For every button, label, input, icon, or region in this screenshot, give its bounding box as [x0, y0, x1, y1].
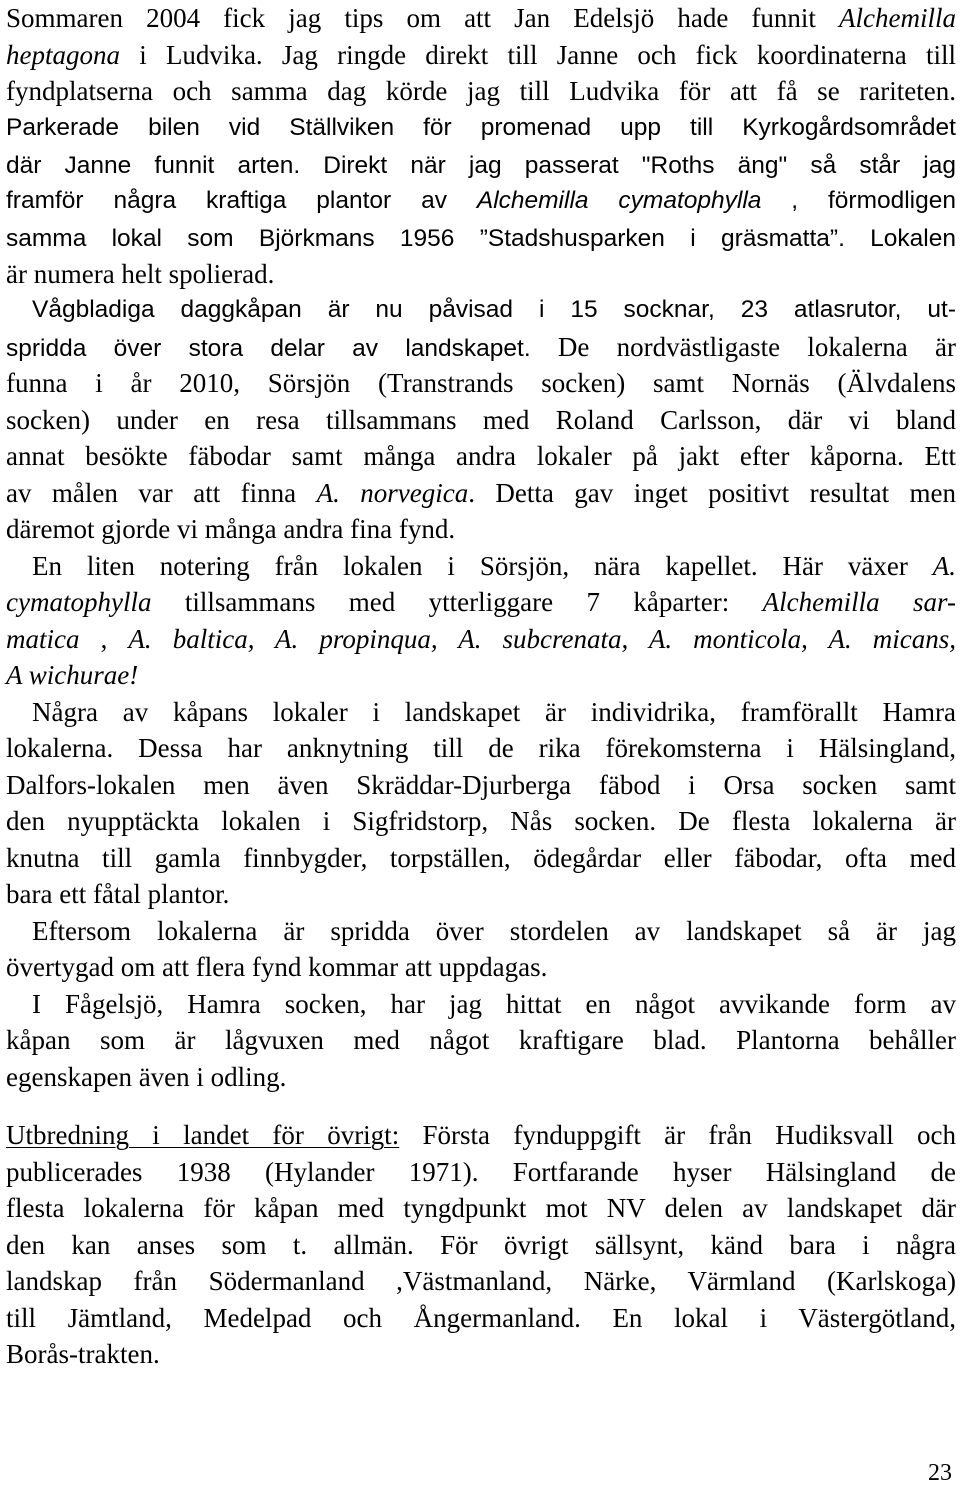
text-line: den kan anses som t. allmän. För övrigt sällsynt, känd bara i några [6, 1229, 956, 1260]
paragraph-start-line: I Fågelsjö, Hamra socken, har jag hittat en något avvikande form av [32, 988, 956, 1019]
text-line: socken) under en resa tillsammans med Roland Carlsson, där vi bland [6, 404, 956, 435]
text-line: heptagona i Ludvika. Jag ringde direkt till Janne och fick koordinaterna till [6, 39, 956, 70]
text-line: bara ett fåtal plantor. [6, 879, 230, 909]
text-line: av målen var att finna A. norvegica. Detta gav inget positivt resultat men [6, 477, 956, 508]
section-heading: Utbredning i landet för övrigt: [6, 1120, 400, 1150]
paragraph-start-line: En liten notering från lokalen i Sörsjön, nära kapellet. Här växer A. [32, 550, 956, 581]
text-line: Parkerade bilen vid Ställviken för promenad upp till Kyrkogårdsområdet [6, 113, 956, 141]
text-line: lokalerna. Dessa har anknytning till de rika förekomsterna i Hälsingland, [6, 733, 956, 763]
text-line: där Janne funnit arten. Direkt när jag passerat "Roths äng" så står jag [6, 152, 956, 179]
text-line: kåpan som är lågvuxen med något kraftigare blad. Plantorna behåller [6, 1025, 956, 1055]
text-line: cymatophylla tillsammans med ytterliggare 7 kåparter: Alchemilla sar- [6, 587, 956, 617]
text-line: publicerades 1938 (Hylander 1971). Fortfarande hyser Hälsingland de [6, 1156, 956, 1187]
text-line: egenskapen även i odling. [6, 1061, 287, 1092]
text-line: fyndplatserna och samma dag körde jag till Ludvika för att få se rariteten. [6, 76, 956, 106]
text-line: däremot gjorde vi många andra fina fynd. [6, 514, 456, 544]
text-line: framför några kraftiga plantor av Alchemilla cymatophylla , förmodligen [6, 186, 957, 214]
paragraph-start-line: Några av kåpans lokaler i landskapet är individrika, framförallt Hamra [32, 696, 956, 727]
text-line: är numera helt spolierad. [6, 258, 275, 289]
text-line: A wichurae! [6, 660, 139, 690]
text-line: matica , A. baltica, A. propinqua, A. subcrenata, A. monticola, A. micans, [6, 623, 957, 654]
paragraph-start-line: Eftersom lokalerna är spridda över stordelen av landskapet så är jag [32, 915, 956, 946]
page-number: 23 [928, 1460, 952, 1486]
text-line: till Jämtland, Medelpad och Ångermanland. En lokal i Västergötland, [6, 1302, 956, 1333]
text-line: övertygad om att flera fynd kommar att uppdagas. [6, 952, 548, 982]
text-line: Utbredning i landet för övrigt: Första fynduppgift är från Hudiksvall och [6, 1120, 957, 1150]
text-line: knutna till gamla finnbygder, torpställen, ödegårdar eller fäbodar, ofta med [6, 842, 956, 873]
text-line: Borås-trakten. [6, 1339, 160, 1369]
text-line: annat besökte fäbodar samt många andra lokaler på jakt efter kåporna. Ett [6, 441, 956, 471]
paragraph-start-line: Vågbladiga daggkåpan är nu påvisad i 15 socknar, 23 atlasrutor, ut- [32, 296, 956, 323]
text-line: Sommaren 2004 fick jag tips om att Jan Edelsjö hade funnit Alchemilla [6, 3, 956, 33]
text-line: funna i år 2010, Sörsjön (Transtrands socken) samt Nornäs (Älvdalens [6, 368, 956, 398]
text-line: Dalfors-lokalen men även Skräddar-Djurberga fäbod i Orsa socken samt [6, 769, 956, 800]
text-line: spridda över stora delar av landskapet. De nordvästligaste lokalerna är [6, 331, 956, 362]
text-line: flesta lokalerna för kåpan med tyngdpunkt mot NV delen av landskapet där [6, 1193, 956, 1223]
text-line: landskap från Södermanland ,Västmanland, Närke, Värmland (Karlskoga) [6, 1266, 956, 1296]
text-line: samma lokal som Björkmans 1956 ”Stadshusparken i gräsmatta”. Lokalen [6, 225, 956, 252]
text-line: den nyupptäckta lokalen i Sigfridstorp, Nås socken. De flesta lokalerna är [6, 806, 956, 836]
